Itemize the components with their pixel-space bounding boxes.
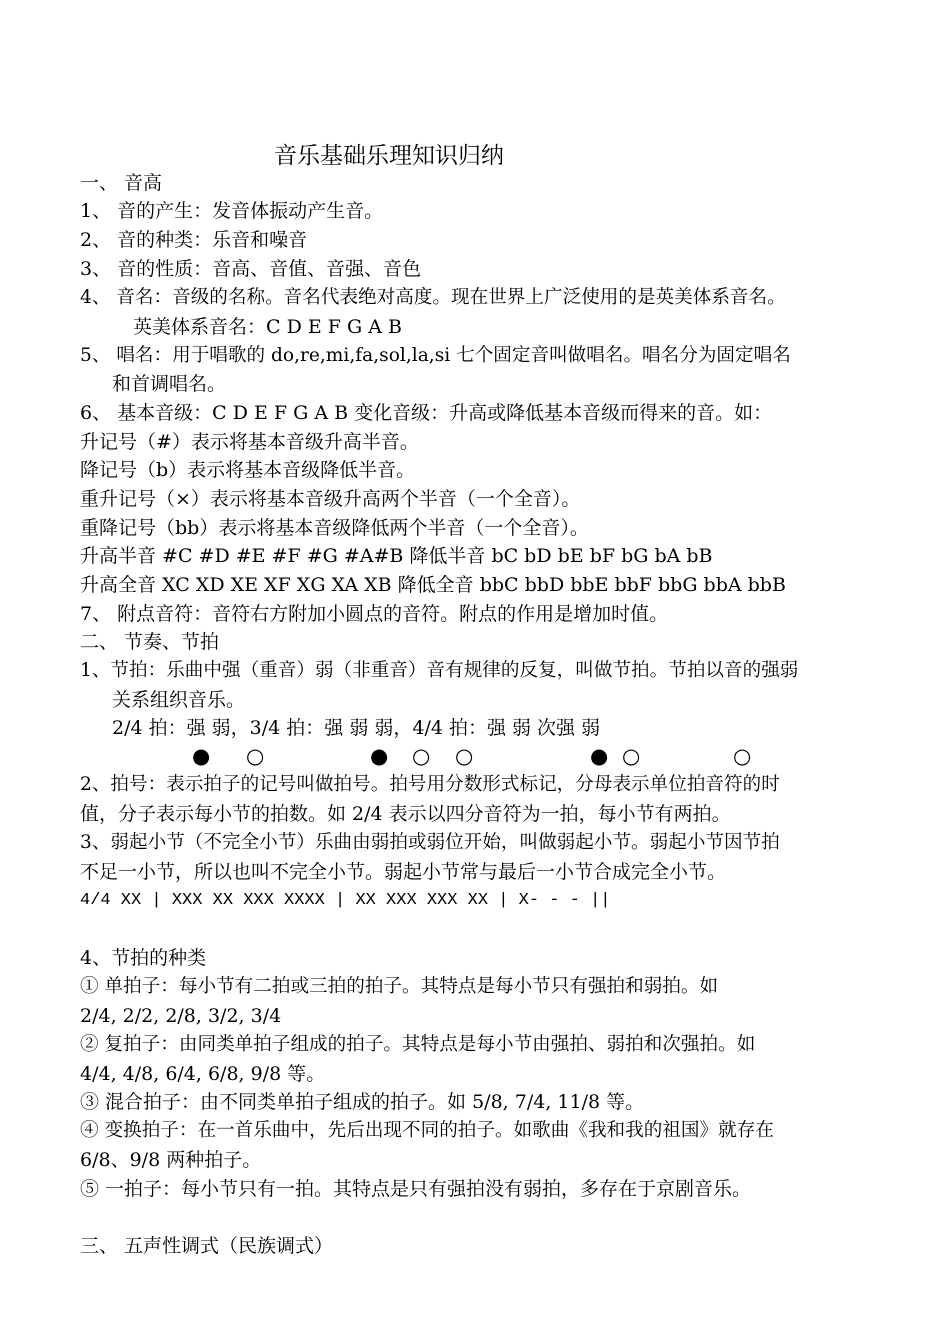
- page-title: 音乐基础乐理知识归纳: [274, 143, 504, 169]
- text-line: 重降记号（bb）表示将基本音级降低两个半音（一个全音）。: [80, 517, 589, 539]
- text-line: 6/8、9/8 两种拍子。: [80, 1149, 262, 1171]
- section-heading: 二、 节奏、节拍: [80, 631, 220, 653]
- text-line: ⑤ 一拍子：每小节只有一拍。其特点是只有强拍没有弱拍，多存在于京剧音乐。: [80, 1178, 752, 1200]
- section-heading: 三、 五声性调式（民族调式）: [80, 1235, 334, 1257]
- text-line: 1、 音的产生：发音体振动产生音。: [80, 200, 384, 222]
- text-line: 4、节拍的种类: [80, 947, 207, 969]
- beat-mark: ●: [370, 744, 389, 768]
- text-line: 2/4 拍：强 弱，3/4 拍：强 弱 弱，4/4 拍：强 弱 次强 弱: [112, 717, 601, 739]
- beat-mark: ○: [733, 744, 752, 768]
- beat-mark: ●: [590, 744, 609, 768]
- text-line: 英美体系音名：C D E F G A B: [133, 316, 402, 338]
- text-line: 2、 音的种类：乐音和噪音: [80, 229, 308, 251]
- beat-mark: ○: [246, 744, 265, 768]
- text-line: ④ 变换拍子：在一首乐曲中，先后出现不同的拍子。如歌曲《我和我的祖国》就存在: [80, 1120, 774, 1141]
- text-line: 重升记号（×）表示将基本音级升高两个半音（一个全音）。: [80, 488, 581, 510]
- text-line: 3、弱起小节（不完全小节）乐曲由弱拍或弱位开始，叫做弱起小节。弱起小节因节拍: [80, 832, 780, 853]
- text-line: 4、 音名：音级的名称。音名代表绝对高度。现在世界上广泛使用的是英美体系音名。: [80, 287, 786, 308]
- text-line: ② 复拍子：由同类单拍子组成的拍子。其特点是每小节由强拍、弱拍和次强拍。如: [80, 1034, 756, 1055]
- beat-mark: ○: [622, 744, 641, 768]
- text-line: ③ 混合拍子：由不同类单拍子组成的拍子。如 5/8, 7/4, 11/8 等。: [80, 1091, 645, 1113]
- beat-mark: ○: [412, 744, 431, 768]
- section-heading: 一、 音高: [80, 172, 163, 194]
- beat-mark: ●: [192, 744, 211, 768]
- rhythm-notation: 4/4 XX | XXX XX XXX XXXX | XX XXX XXX XX | X- - - ||: [80, 891, 611, 910]
- text-line: 升记号（#）表示将基本音级升高半音。: [80, 431, 419, 453]
- text-line: 升高半音 #C #D #E #F #G #A#B 降低半音 bC bD bE bF bG bA bB: [80, 545, 713, 567]
- text-line: 4/4, 4/8, 6/4, 6/8, 9/8 等。: [80, 1063, 326, 1085]
- text-line: 关系组织音乐。: [112, 689, 246, 711]
- text-line: 降记号（b）表示将基本音级降低半音。: [80, 459, 416, 481]
- text-line: 和首调唱名。: [112, 373, 227, 395]
- text-line: 1、节拍：乐曲中强（重音）弱（非重音）音有规律的反复，叫做节拍。节拍以音的强弱: [80, 660, 799, 681]
- text-line: 5、 唱名：用于唱歌的 do,re,mi,fa,sol,la,si 七个固定音叫做唱名。唱名分为固定唱名: [80, 345, 791, 366]
- text-line: 不足一小节，所以也叫不完全小节。弱起小节常与最后一小节合成完全小节。: [80, 861, 727, 883]
- text-line: ① 单拍子：每小节有二拍或三拍的拍子。其特点是每小节只有强拍和弱拍。如: [80, 976, 719, 997]
- text-line: 升高全音 XC XD XE XF XG XA XB 降低全音 bbC bbD bbE bbF bbG bbA bbB: [80, 574, 786, 596]
- text-line: 6、 基本音级：C D E F G A B 变化音级：升高或降低基本音级而得来的音。如：: [80, 402, 773, 424]
- text-line: 2、拍号：表示拍子的记号叫做拍号。拍号用分数形式标记，分母表示单位拍音符的时: [80, 774, 780, 795]
- text-line: 值，分子表示每小节的拍数。如 2/4 表示以四分音符为一拍，每小节有两拍。: [80, 803, 731, 825]
- text-line: 2/4, 2/2, 2/8, 3/2, 3/4: [80, 1005, 282, 1027]
- text-line: 7、 附点音符：音符右方附加小圆点的音符。附点的作用是增加时值。: [80, 603, 669, 625]
- text-line: 3、 音的性质：音高、音值、音强、音色: [80, 258, 422, 280]
- beat-mark: ○: [455, 744, 474, 768]
